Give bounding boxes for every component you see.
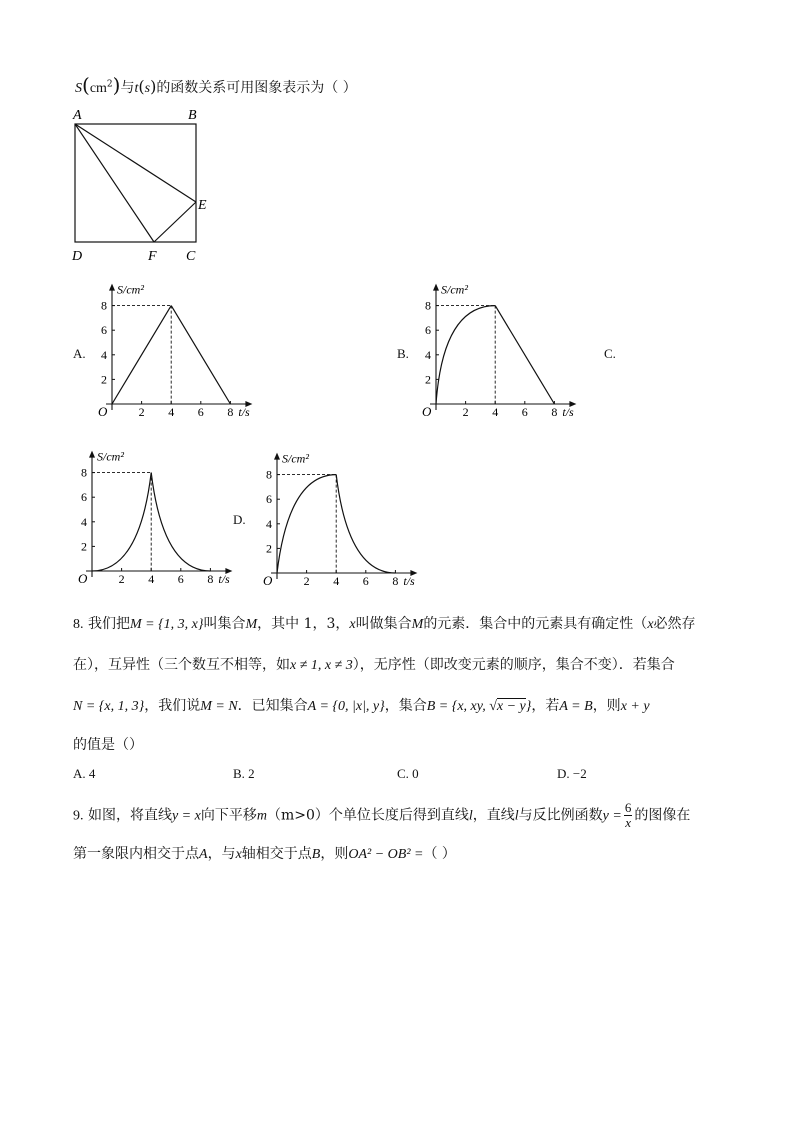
- y-tick-label: 4: [81, 514, 87, 529]
- x-axis-label: t/s: [218, 572, 230, 586]
- q8-l2-a: 在），互异性（三个数互不相等，如: [73, 657, 290, 673]
- y-tick-label: 8: [81, 465, 87, 480]
- q7-s: s: [144, 81, 151, 96]
- q9-line1: [73, 801, 690, 830]
- q8-m: M: [245, 617, 258, 632]
- x-tick-label: 8: [551, 405, 558, 419]
- q9-cond: （m>0）: [266, 807, 329, 824]
- q9-line-eq: y = x: [171, 808, 201, 824]
- sqrt-sign: √: [489, 699, 497, 714]
- series-falling: [336, 475, 395, 573]
- option-b-label: B.: [397, 346, 409, 361]
- q8-set-b-post: }: [525, 699, 532, 714]
- y-axis-label: S/cm²: [97, 449, 124, 464]
- x-tick-label: 2: [118, 572, 125, 586]
- q9-l2-c: 轴相交于点: [241, 846, 312, 862]
- x-tick-label: 4: [168, 405, 175, 419]
- q8-line1: [73, 613, 696, 633]
- label-C: C: [186, 249, 196, 264]
- q8-choice-d: D. −2: [557, 766, 587, 781]
- q7-unit-exp: 2: [106, 79, 113, 90]
- q9-line2: [73, 843, 456, 863]
- option-d-label: D.: [233, 512, 246, 527]
- q9-x: x: [235, 847, 242, 862]
- q9-frac-den: x: [625, 815, 631, 830]
- origin-label: O: [422, 404, 432, 419]
- q9-fraction: [624, 801, 633, 830]
- label-B: B: [188, 108, 197, 123]
- q8-x-plus-y: x + y: [620, 699, 650, 714]
- x-tick-label: 4: [492, 405, 499, 419]
- y-tick-label: 4: [266, 516, 272, 531]
- y-tick-label: 2: [425, 372, 431, 387]
- x-tick-label: 8: [392, 574, 399, 588]
- q9-a: A: [199, 847, 208, 862]
- x-tick-label: 8: [207, 572, 214, 586]
- q8-number: 8.: [73, 617, 84, 632]
- x-tick-label: 6: [177, 572, 184, 586]
- q8-line4: 的值是（）: [73, 737, 143, 753]
- q9-l1-f: 的图像在: [634, 807, 691, 824]
- q9-l2: l: [514, 808, 519, 824]
- y-axis-label: S/cm²: [282, 451, 309, 466]
- q8-cond: x ≠ 1, x ≠ 3: [290, 658, 353, 673]
- q8-l1-b: 叫集合: [203, 616, 246, 632]
- origin-label: O: [78, 571, 88, 586]
- y-tick-label: 6: [266, 492, 272, 507]
- label-A: A: [73, 108, 82, 123]
- y-tick-label: 2: [81, 539, 87, 554]
- q7-tail: 的函数关系可用图象表示为（ ）: [156, 80, 357, 96]
- q8-l3-a: ，我们说: [144, 698, 201, 714]
- q8-m2: M: [411, 617, 424, 632]
- q9-l1-d: ，直线: [472, 807, 515, 824]
- x-tick-label: 6: [521, 405, 528, 419]
- q9-expr: OA² − OB² =: [348, 847, 424, 862]
- x-tick-label: 8: [227, 405, 234, 419]
- label-E: E: [198, 198, 207, 213]
- q9-l1-a: 如图，将直线: [87, 807, 172, 824]
- q8-set-b-pre: B = {x, xy,: [426, 699, 490, 714]
- y-tick-label: 6: [425, 323, 431, 338]
- q8-line2: [73, 654, 675, 674]
- q9-l1-b: 向下平移: [200, 807, 257, 824]
- q8-l2-b: ），无序性（即改变元素的顺序，集合不变）．若集合: [352, 657, 675, 673]
- q9-m: m: [256, 808, 267, 824]
- q8-x: x: [349, 617, 356, 632]
- series-rising: [277, 475, 336, 573]
- q8-line3: [73, 695, 650, 715]
- q8-set-m: M = {1, 3, x}: [129, 617, 204, 632]
- q8-a-eq-b: A = B: [559, 699, 593, 714]
- q9-l1-c: 个单位长度后得到直线: [328, 807, 469, 824]
- x-axis-label: t/s: [562, 405, 574, 419]
- y-tick-label: 4: [425, 347, 431, 362]
- q8-choice-a: A. 4: [73, 766, 96, 781]
- q8-l3-c: ，集合: [384, 698, 427, 714]
- q8-l1-a: 我们把: [87, 616, 130, 632]
- x-tick-label: 6: [362, 574, 369, 588]
- x-tick-label: 4: [148, 572, 155, 586]
- y-tick-label: 2: [101, 372, 107, 387]
- option-c-label: C.: [604, 346, 616, 361]
- x-axis-label: t/s: [403, 574, 415, 588]
- q9-l2-b: ，与: [207, 846, 236, 862]
- q7-stem: $S(cm^2)$与t(s)的函数关系可用图象表示为（ ）: [75, 73, 357, 97]
- q7-unit: cm: [89, 81, 107, 96]
- q8-choice-c: C. 0: [397, 766, 419, 781]
- q9-l2-a: 第一象限内相交于点: [73, 846, 199, 862]
- q8-sqrt-body: x − y: [496, 699, 526, 714]
- q8-l1-c: ，其中 1，3，: [257, 616, 350, 632]
- y-tick-label: 8: [101, 298, 107, 313]
- q8-choice-b: B. 2: [233, 766, 255, 781]
- q8-l1-d: 叫做集合: [355, 616, 412, 632]
- q9-l2-d: ，则: [320, 846, 349, 862]
- y-tick-label: 8: [425, 298, 431, 313]
- x-tick-label: 2: [138, 405, 145, 419]
- q9-l2-e: （ ）: [423, 846, 456, 862]
- q8-l3-d: ，若: [531, 698, 560, 714]
- q7-t: t: [134, 81, 139, 96]
- q7-S: S: [75, 81, 82, 96]
- y-axis-arrow: [274, 453, 280, 460]
- y-axis-label: S/cm²: [117, 282, 144, 297]
- q7-mid: 与: [120, 80, 135, 96]
- y-tick-label: 8: [266, 467, 272, 482]
- q9-number: 9.: [73, 808, 84, 824]
- q8-m-eq-n: M = N: [200, 699, 238, 714]
- q9-l: l: [468, 808, 473, 824]
- label-F: F: [148, 249, 157, 264]
- y-tick-label: 6: [101, 323, 107, 338]
- y-tick-label: 6: [81, 490, 87, 505]
- q9-y-eq: y =: [602, 808, 622, 824]
- x-axis-label: t/s: [238, 405, 250, 419]
- q8-set-n: N = {x, 1, 3}: [73, 699, 145, 714]
- x-tick-label: 6: [197, 405, 204, 419]
- x-tick-label: 4: [333, 574, 340, 588]
- q8-l3-b: ．已知集合: [237, 698, 308, 714]
- q8-l1-e: 的元素．集合中的元素具有确定性（: [423, 616, 648, 632]
- y-tick-label: 2: [266, 541, 272, 556]
- option-a-label: A.: [73, 346, 86, 361]
- y-tick-label: 4: [101, 347, 107, 362]
- y-axis-label: S/cm²: [441, 282, 468, 297]
- origin-label: O: [98, 404, 108, 419]
- x-tick-label: 2: [462, 405, 469, 419]
- q8-l3-e: ，则: [592, 698, 621, 714]
- q8-set-a: A = {0, |x|, y}: [307, 699, 385, 714]
- q9-b: B: [311, 847, 321, 862]
- q9-frac-num: 6: [624, 800, 632, 815]
- q8-x2: x: [647, 617, 654, 632]
- q9-l1-e: 与反比例函数: [518, 807, 603, 824]
- origin-label: O: [263, 573, 273, 588]
- x-tick-label: 2: [303, 574, 310, 588]
- q8-l1-f: 必然存: [653, 616, 696, 632]
- q8-sqrt: [489, 698, 526, 714]
- label-D: D: [72, 249, 83, 264]
